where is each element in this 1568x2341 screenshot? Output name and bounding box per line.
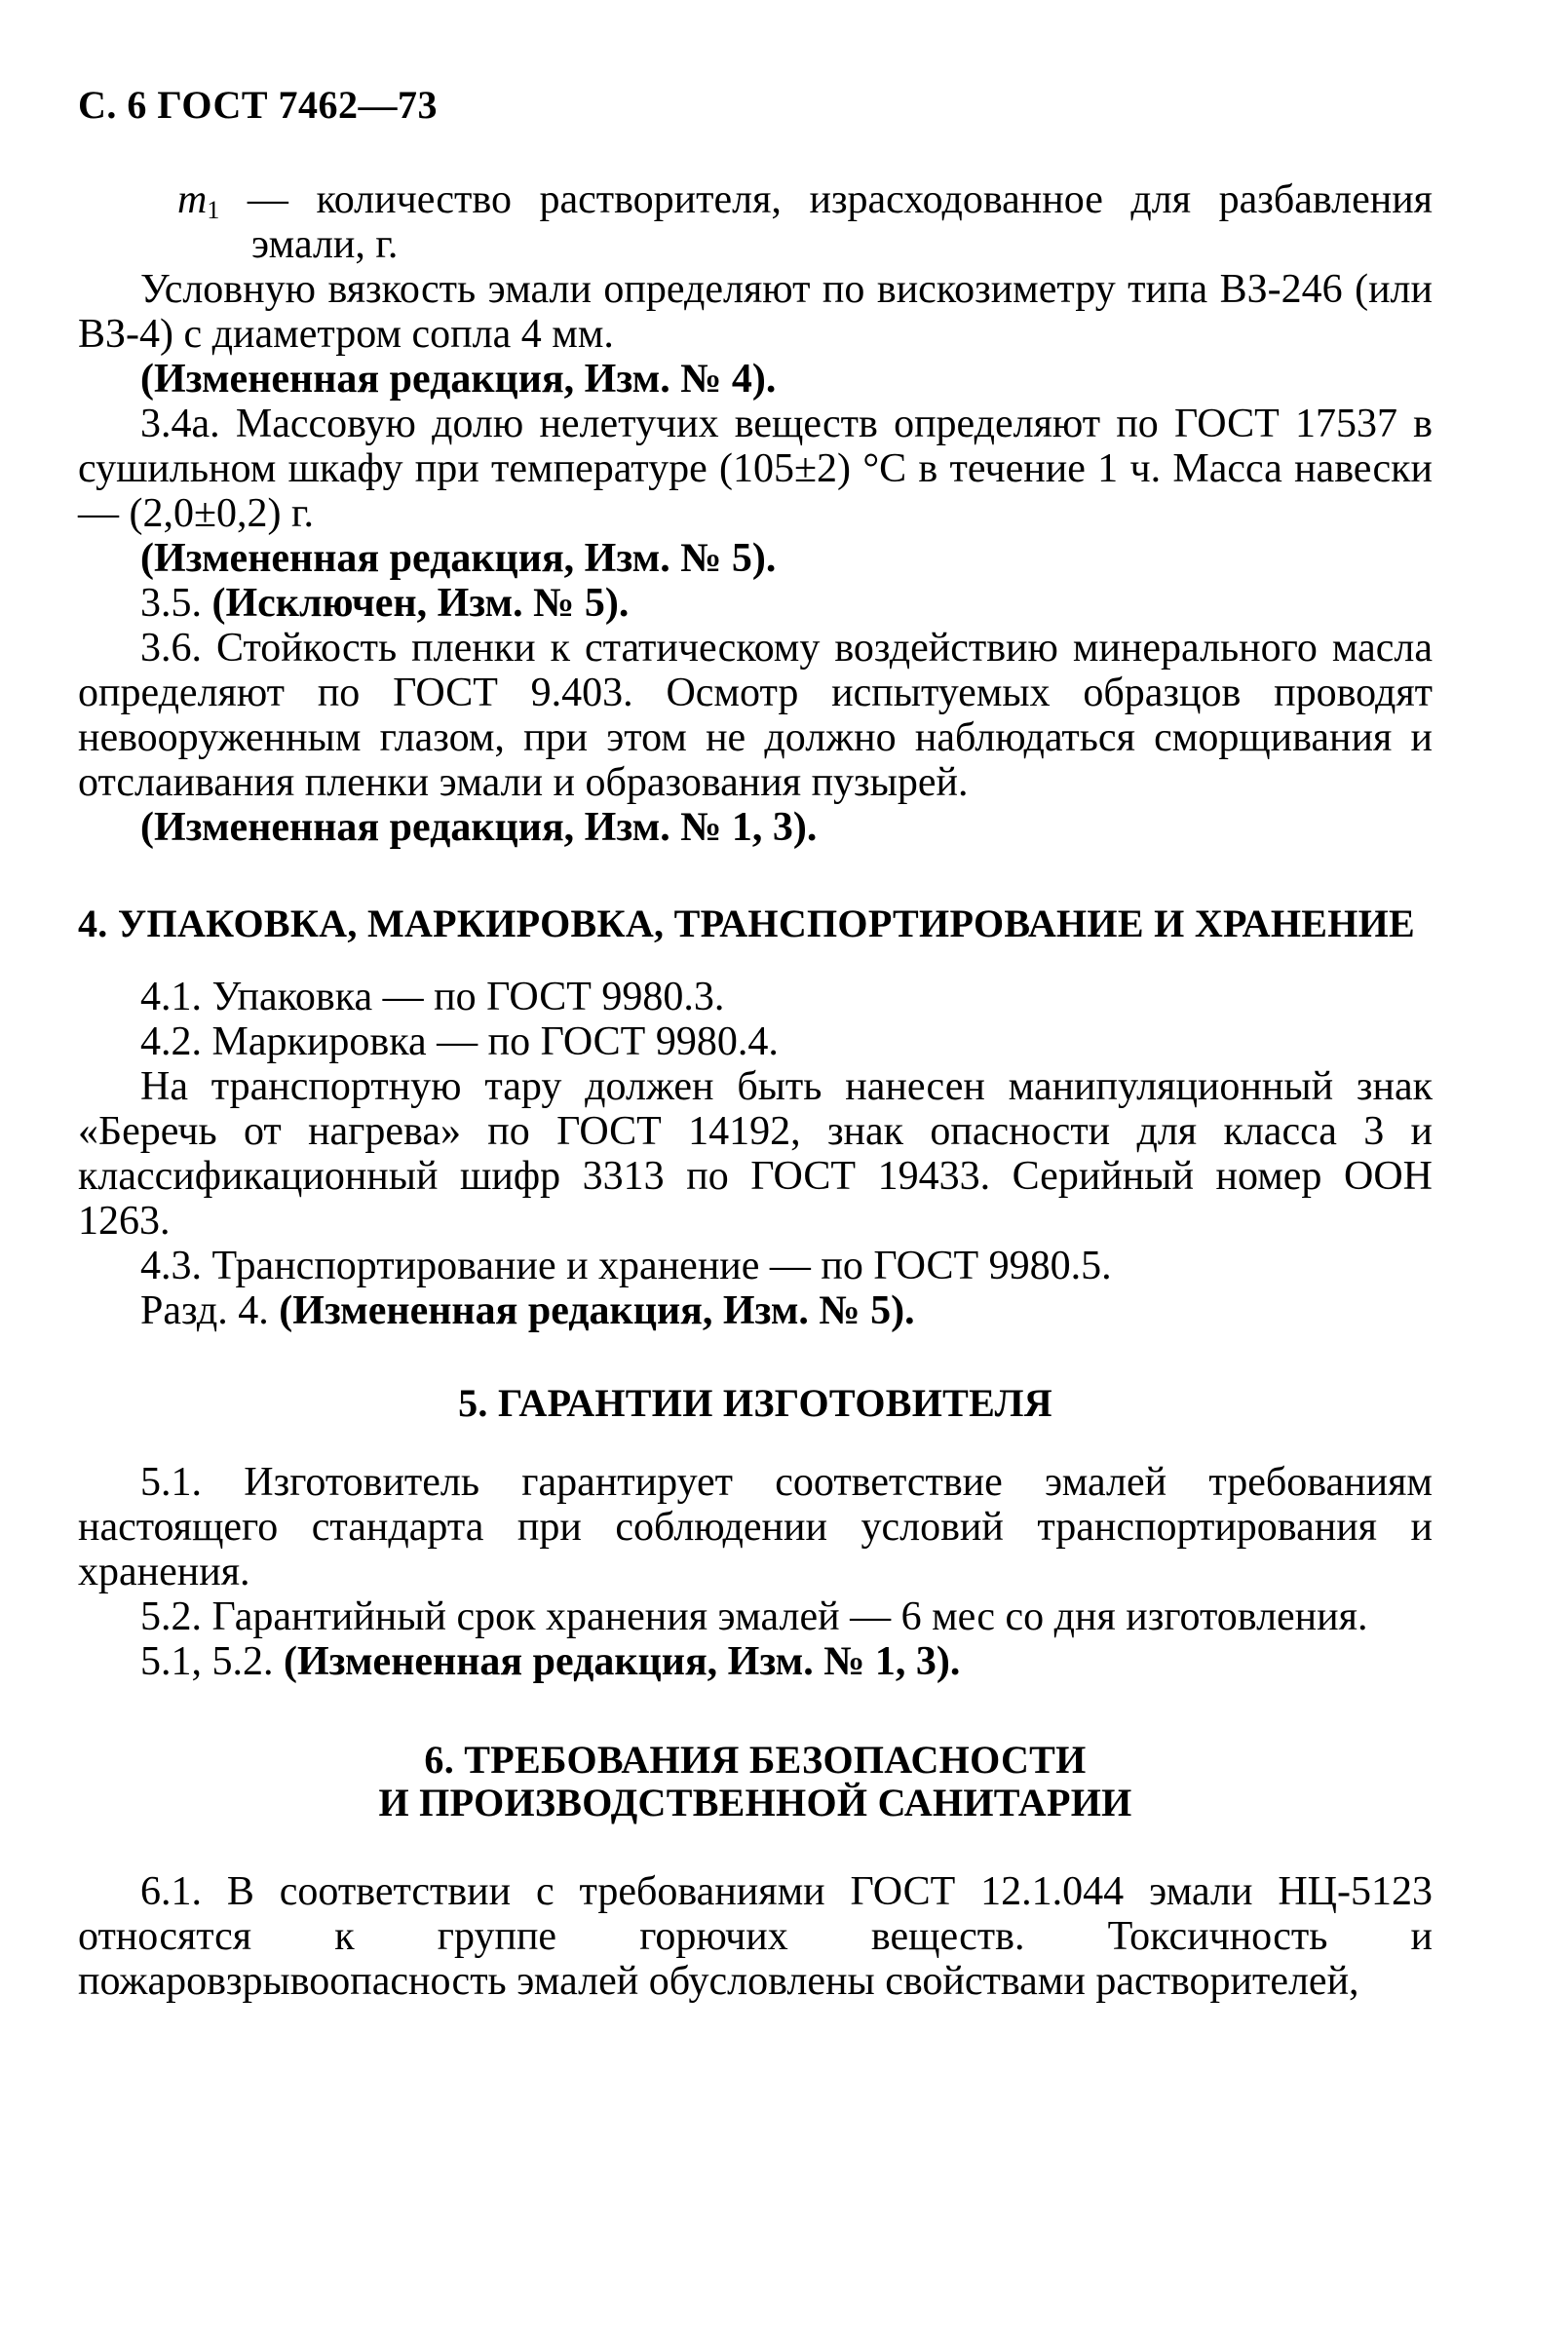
symbol-subscript: 1 <box>207 196 220 224</box>
paragraph-marking: На транспортную тару должен быть нанесен манипуляционный знак «Беречь от нагрева» по ГОСТ 14192, знак опасности для класса 3 и классификационный шифр 3313 по ГОСТ 19433. Серийный номер ООН 1263. <box>78 1064 1433 1244</box>
definition-text: — количество растворителя, израсходованное для разбавления эмали, г. <box>219 177 1433 267</box>
paragraph-5-note <box>78 1639 1433 1684</box>
paragraph-5-1: 5.1. Изготовитель гарантирует соответствие эмалей требованиям настоящего стандарта при соблюдении условий транспортирования и хранения. <box>78 1460 1433 1594</box>
paragraph-3-6: 3.6. Стойкость пленки к статическому воздействию минерального масла определяют по ГОСТ 9.403. Осмотр испытуемых образцов проводят невооруженным глазом, при этом не должно наблюдаться сморщивания и отслаивания пленки эмали и образования пузырей. <box>78 626 1433 805</box>
section-6-title <box>78 1739 1433 1824</box>
amendment-note: (Измененная редакция, Изм. № 5). <box>140 536 777 581</box>
paragraph-4-3: 4.3. Транспортирование и хранение — по ГОСТ 9980.5. <box>140 1244 1112 1288</box>
symbol-m: m <box>177 177 208 222</box>
paragraph-4-2: 4.2. Маркировка — по ГОСТ 9980.4. <box>140 1019 779 1064</box>
amendment-note: (Измененная редакция, Изм. № 1, 3). <box>140 805 818 850</box>
amendment-note: (Измененная редакция, Изм. № 5). <box>279 1288 915 1333</box>
document-body <box>78 177 1433 2004</box>
note-prefix: 5.1, 5.2. <box>140 1639 284 1684</box>
paragraph-section-4-note <box>78 1288 1433 1333</box>
amendment-note: (Измененная редакция, Изм. № 4). <box>140 357 777 402</box>
amendment-note: (Исключен, Изм. № 5). <box>211 581 630 626</box>
paragraph-3-5 <box>78 581 1433 626</box>
paragraph-4-1: 4.1. Упаковка — по ГОСТ 9980.3. <box>140 975 725 1019</box>
section-5-title: 5. ГАРАНТИИ ИЗГОТОВИТЕЛЯ <box>458 1381 1052 1425</box>
clause-number: 3.5. <box>140 581 212 626</box>
paragraph-viscosity: Условную вязкость эмали определяют по вискозиметру типа ВЗ-246 (или ВЗ-4) с диаметром сопла 4 мм. <box>78 267 1433 357</box>
amendment-note: (Измененная редакция, Изм. № 1, 3). <box>284 1639 961 1684</box>
paragraph-6-1: 6.1. В соответствии с требованиями ГОСТ 12.1.044 эмали НЦ-5123 относятся к группе горючих веществ. Токсичность и пожаровзрывоопасность эмалей обусловлены свойствами растворителей, <box>78 1869 1433 2004</box>
note-prefix: Разд. 4. <box>140 1288 280 1333</box>
paragraph-3-4a: 3.4а. Массовую долю нелетучих веществ определяют по ГОСТ 17537 в сушильном шкафу при температуре (105±2) °С в течение 1 ч. Масса навески — (2,0±0,2) г. <box>78 402 1433 536</box>
paragraph-5-2: 5.2. Гарантийный срок хранения эмалей — 6 мес со дня изготовления. <box>140 1594 1368 1639</box>
page-header: С. 6 ГОСТ 7462—73 <box>78 83 439 127</box>
section-6-title-line-1: 6. ТРЕБОВАНИЯ БЕЗОПАСНОСТИ <box>424 1738 1087 1782</box>
section-6-title-line-2: И ПРОИЗВОДСТВЕННОЙ САНИТАРИИ <box>378 1781 1132 1824</box>
paragraph-m1-definition <box>78 177 1433 267</box>
section-4-title: 4. УПАКОВКА, МАРКИРОВКА, ТРАНСПОРТИРОВАНИЕ И ХРАНЕНИЕ <box>78 902 1416 945</box>
